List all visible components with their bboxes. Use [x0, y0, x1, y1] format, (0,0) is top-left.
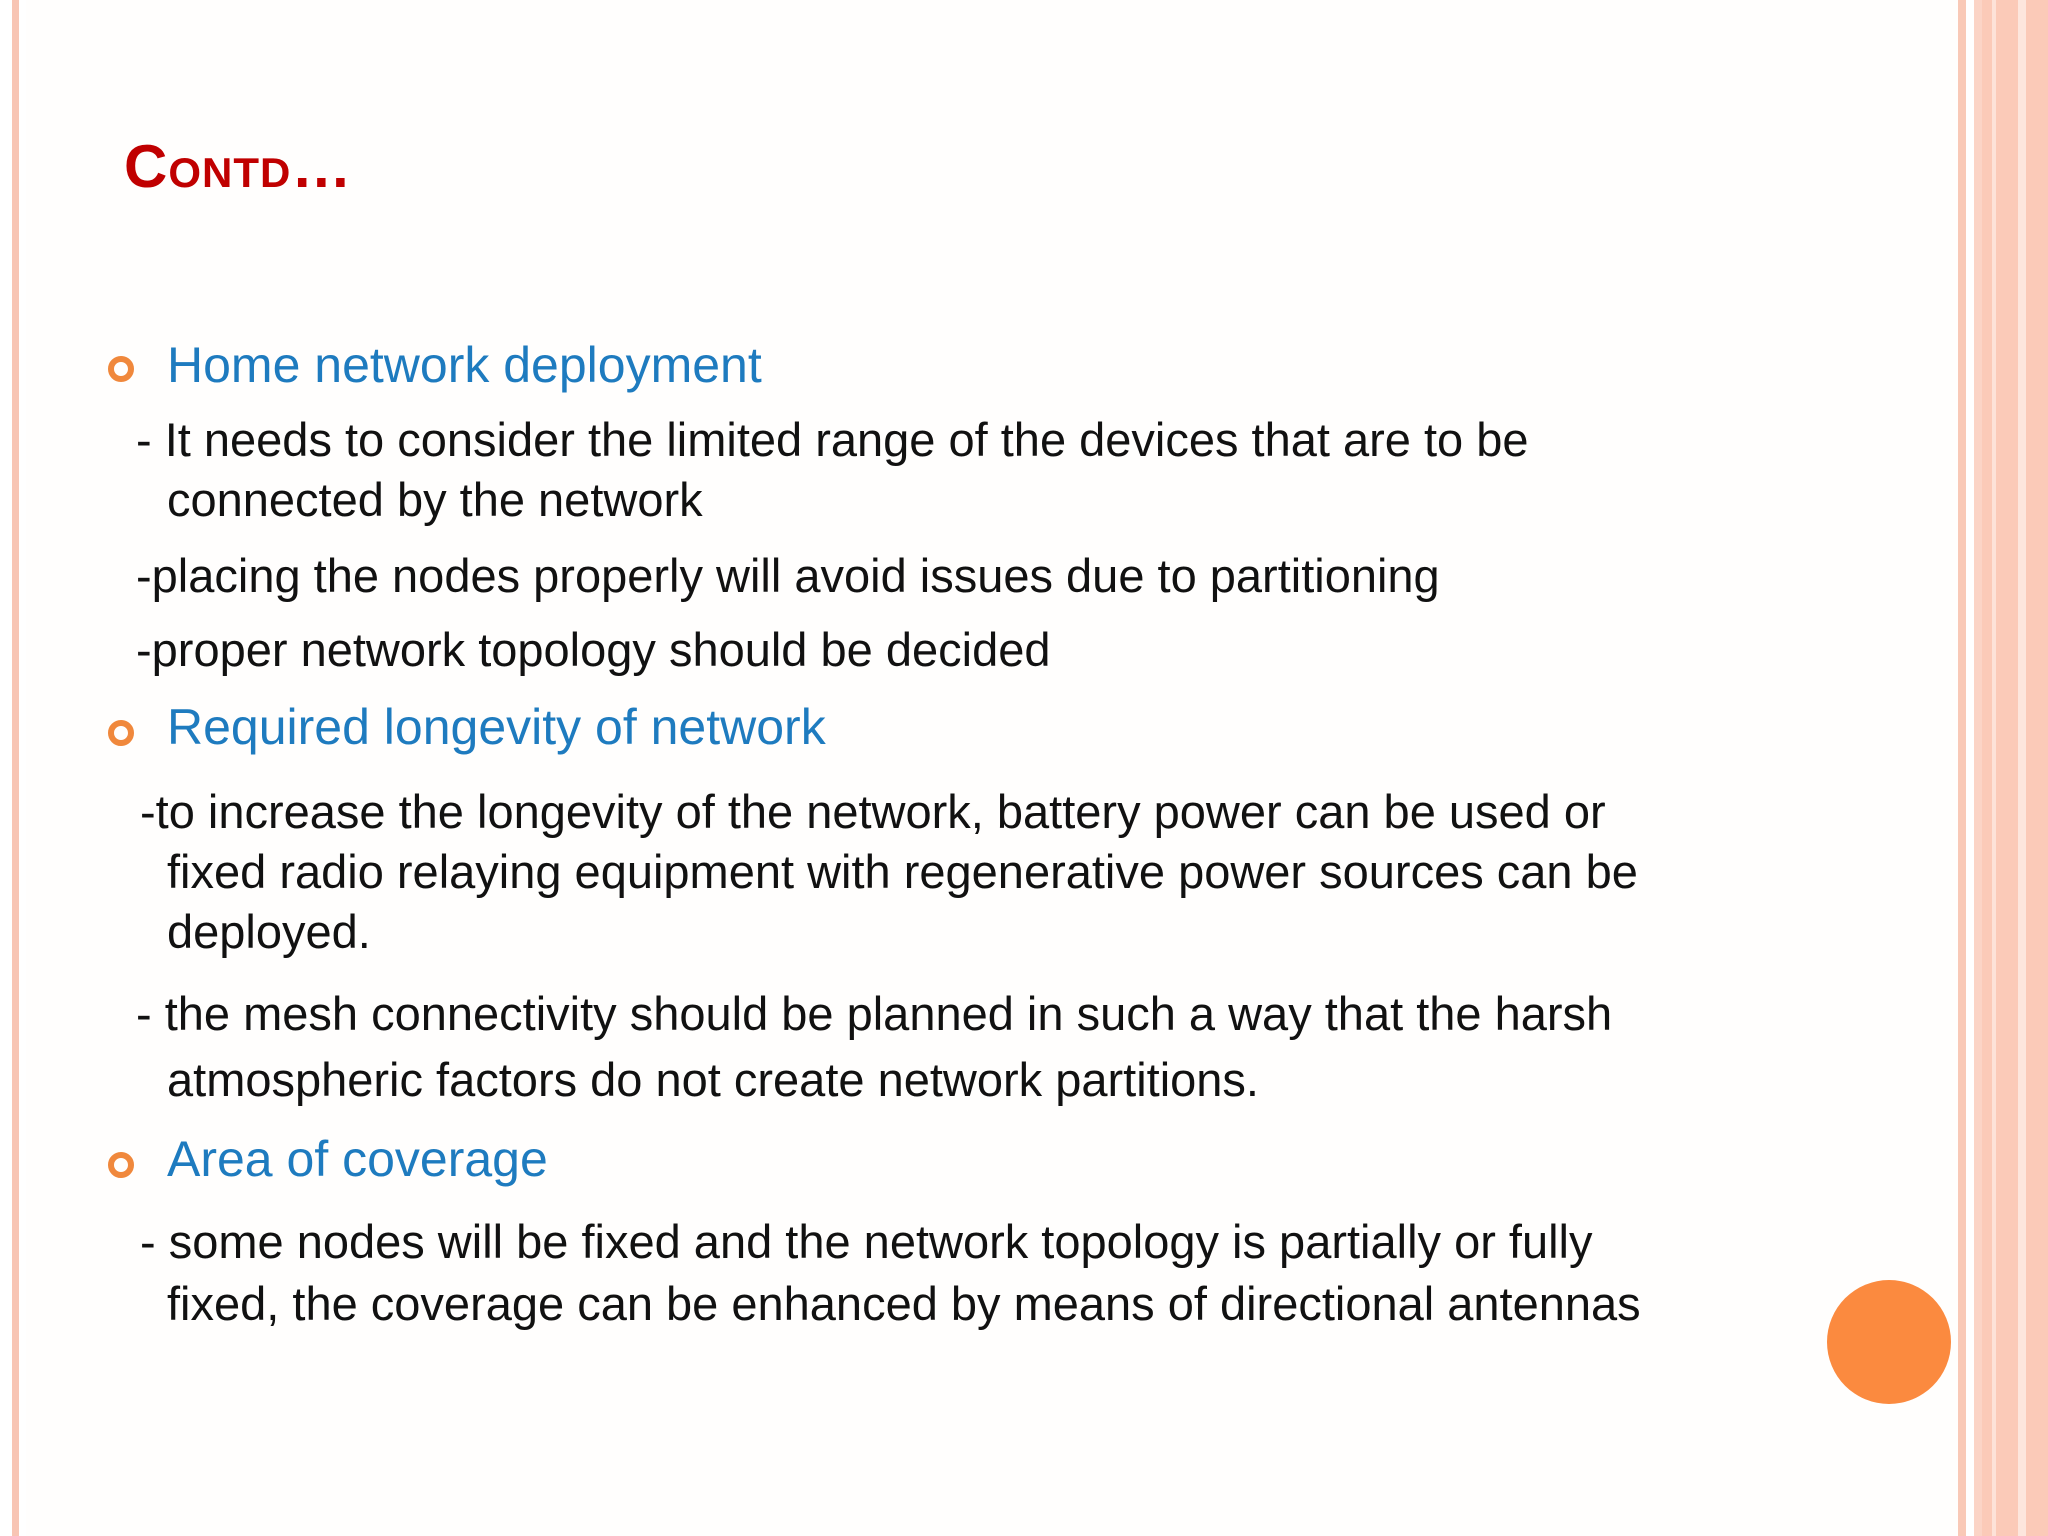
- section-heading-home-network: Home network deployment: [167, 337, 762, 393]
- point-text: deployed.: [167, 905, 371, 958]
- left-decorative-border: [0, 0, 26, 1536]
- hollow-circle-bullet-icon: [108, 1152, 134, 1178]
- section-heading-coverage: Area of coverage: [167, 1131, 548, 1187]
- left-border-line: [12, 0, 19, 1536]
- point-text: - It needs to consider the limited range of the devices that are to be: [136, 413, 1529, 466]
- right-decorative-border: [1958, 0, 2048, 1536]
- point-text: - some nodes will be fixed and the network topology is partially or fully: [140, 1215, 1593, 1268]
- slide-title: Contd…: [124, 133, 353, 200]
- point-text: atmospheric factors do not create network partitions.: [167, 1053, 1259, 1106]
- right-border-stripe: [1992, 0, 1996, 1536]
- right-border-stripe: [1958, 0, 1966, 1536]
- section-heading-longevity: Required longevity of network: [167, 699, 826, 755]
- point-text: fixed, the coverage can be enhanced by means of directional antennas: [167, 1277, 1641, 1330]
- point-text: fixed radio relaying equipment with regenerative power sources can be: [167, 845, 1638, 898]
- point-text: -placing the nodes properly will avoid issues due to partitioning: [136, 549, 1440, 602]
- point-text: -proper network topology should be decided: [136, 623, 1051, 676]
- right-border-stripe: [2018, 0, 2026, 1536]
- orange-circle-decoration: [1827, 1280, 1951, 1404]
- point-text: connected by the network: [167, 473, 703, 526]
- point-text: -to increase the longevity of the network, battery power can be used or: [140, 785, 1606, 838]
- hollow-circle-bullet-icon: [108, 720, 134, 746]
- hollow-circle-bullet-icon: [108, 356, 134, 382]
- point-text: - the mesh connectivity should be planned in such a way that the harsh: [136, 987, 1613, 1040]
- right-border-stripe: [1974, 0, 1982, 1536]
